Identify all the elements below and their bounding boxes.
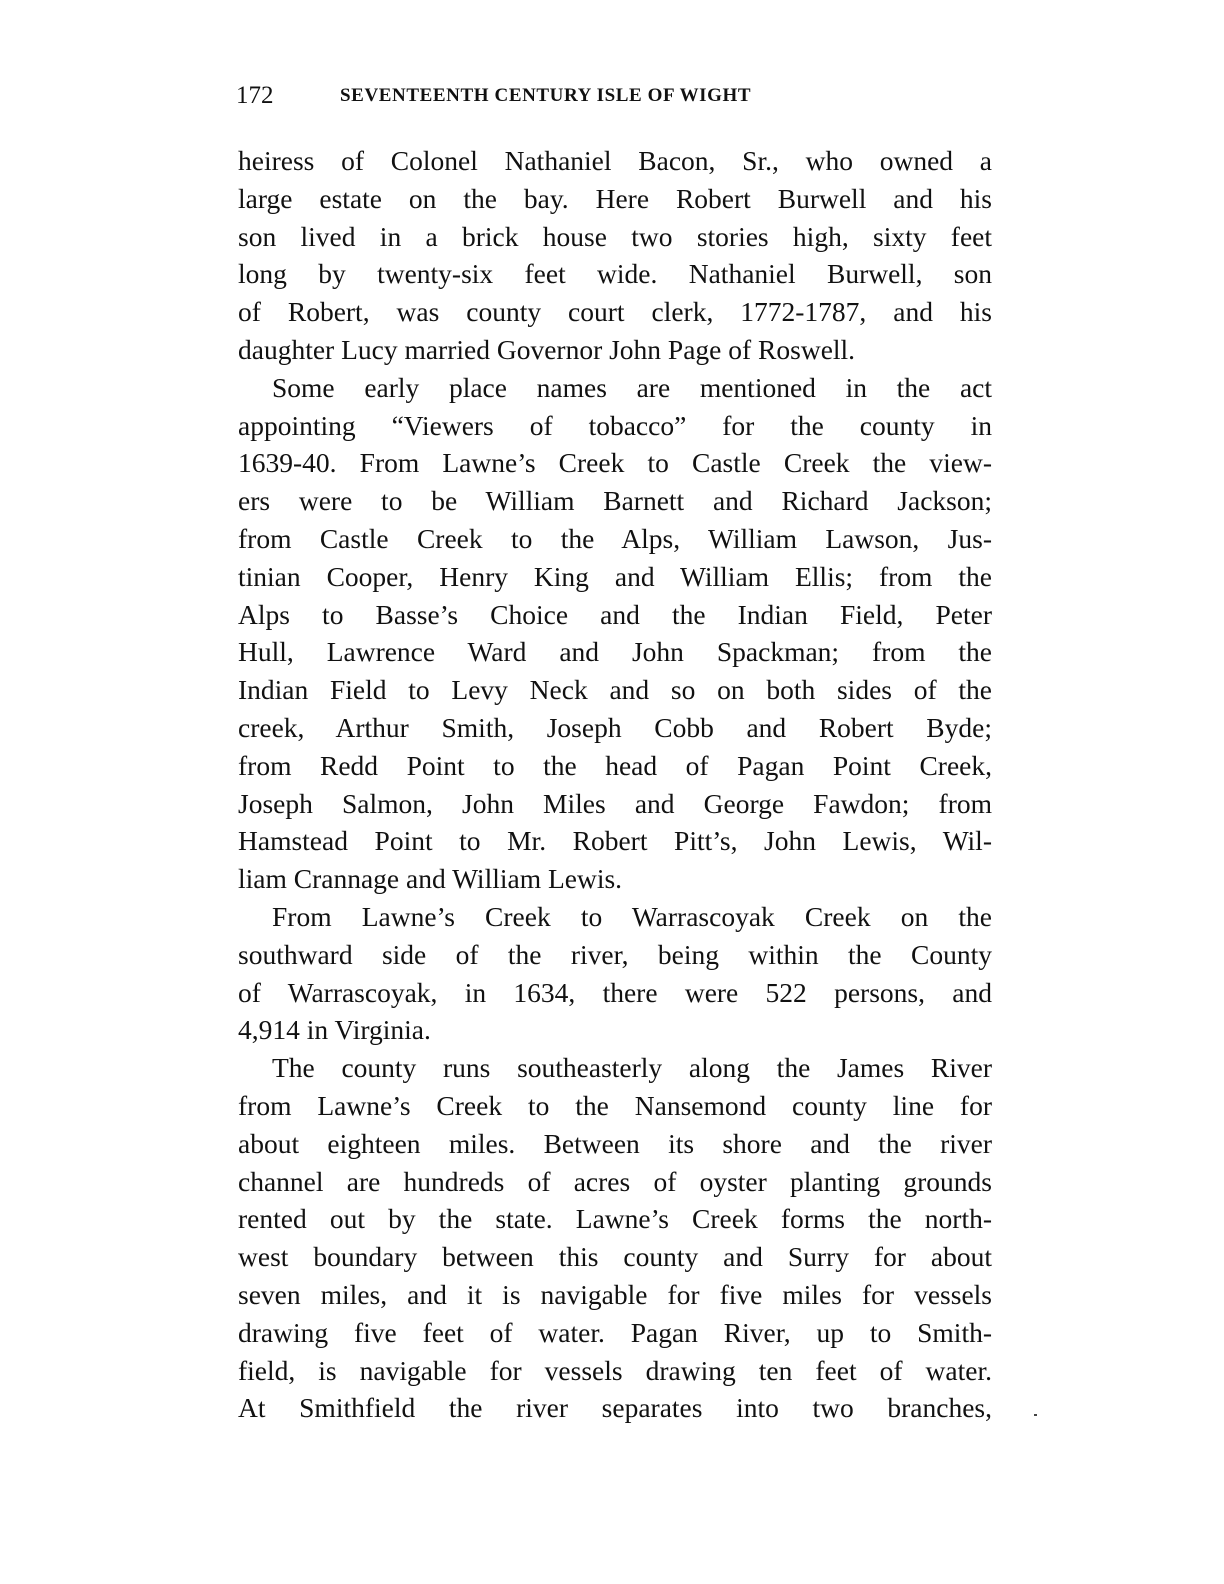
text-line: 1639-40. From Lawne’s Creek to Castle Creek the view-: [238, 447, 992, 479]
paragraph: [238, 898, 992, 1049]
text-line: seven miles, and it is navigable for five miles for vessels: [238, 1278, 992, 1310]
text-line: from Redd Point to the head of Pagan Point Creek,: [238, 749, 992, 781]
text-line: The county runs southeasterly along the James River: [272, 1052, 992, 1084]
text-line: southward side of the river, being within the County: [238, 938, 992, 970]
text-line: daughter Lucy married Governor John Page of Roswell.: [238, 333, 856, 365]
text-line: heiress of Colonel Nathaniel Bacon, Sr., who owned a: [238, 145, 992, 176]
text-line: Joseph Salmon, John Miles and George Fawdon; from: [238, 787, 992, 819]
text-line: creek, Arthur Smith, Joseph Cobb and Robert Byde;: [238, 711, 992, 743]
body-text: [238, 142, 992, 1427]
text-line: from Castle Creek to the Alps, William Lawson, Jus-: [238, 522, 992, 554]
text-line: field, is navigable for vessels drawing ten feet of water.: [238, 1354, 992, 1386]
text-line: Hull, Lawrence Ward and John Spackman; from the: [238, 636, 992, 668]
paragraph: [238, 1049, 992, 1427]
text-line: From Lawne’s Creek to Warrascoyak Creek on the: [272, 900, 992, 932]
text-line: tinian Cooper, Henry King and William Ellis; from the: [238, 560, 992, 592]
text-line: ers were to be William Barnett and Richard Jackson;: [238, 485, 992, 517]
text-line: of Robert, was county court clerk, 1772-1787, and his: [238, 296, 992, 328]
paragraph: [238, 369, 992, 898]
running-title: SEVENTEENTH CENTURY ISLE OF WIGHT: [340, 85, 752, 106]
text-line: long by twenty-six feet wide. Nathaniel Burwell, son: [238, 258, 992, 290]
text-line: of Warrascoyak, in 1634, there were 522 persons, and: [238, 976, 992, 1008]
page-header: [236, 82, 996, 112]
text-line: son lived in a brick house two stories high, sixty feet: [238, 220, 992, 252]
text-line: Indian Field to Levy Neck and so on both sides of the: [238, 674, 992, 706]
text-line: 4,914 in Virginia.: [238, 1014, 431, 1046]
text-line: At Smithfield the river separates into two branches,: [238, 1392, 992, 1424]
text-line: west boundary between this county and Surry for about: [238, 1241, 992, 1273]
text-line: Alps to Basse’s Choice and the Indian Field, Peter: [238, 598, 992, 630]
text-line: channel are hundreds of acres of oyster planting grounds: [238, 1165, 992, 1197]
text-line: Hamstead Point to Mr. Robert Pitt’s, John Lewis, Wil-: [238, 825, 992, 857]
text-line: Some early place names are mentioned in the act: [272, 371, 992, 403]
text-line: drawing five feet of water. Pagan River, up to Smith-: [238, 1316, 992, 1348]
text-line: appointing “Viewers of tobacco” for the county in: [238, 409, 992, 441]
page-number: 172: [236, 82, 274, 109]
text-line: liam Crannage and William Lewis.: [238, 863, 623, 895]
scan-speck: [1034, 1414, 1037, 1416]
text-line: about eighteen miles. Between its shore and the river: [238, 1127, 992, 1159]
text-line: from Lawne’s Creek to the Nansemond county line for: [238, 1089, 992, 1121]
text-line: rented out by the state. Lawne’s Creek forms the north-: [238, 1203, 992, 1235]
text-line: large estate on the bay. Here Robert Burwell and his: [238, 182, 992, 214]
paragraph: [238, 142, 992, 369]
